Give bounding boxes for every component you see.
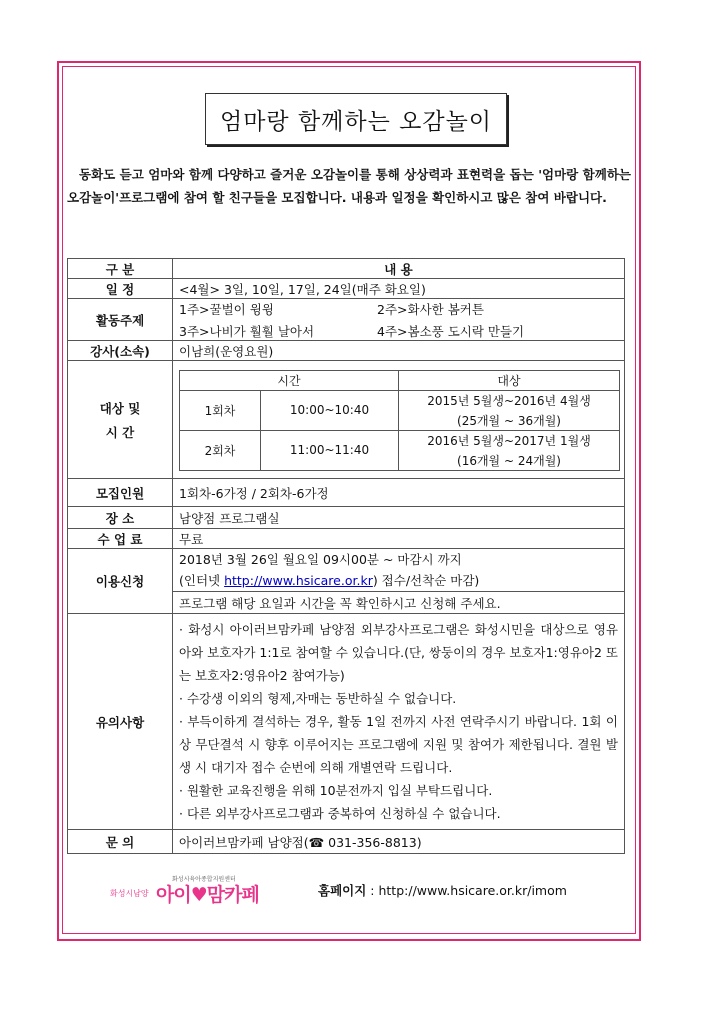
note-3: · 부득이하게 결석하는 경우, 활동 1일 전까지 사전 연락주시기 바랍니다. 1회 이상 무단결석 시 향후 이루어지는 프로그램에 지원 및 참여가 제한됩니다. 결원 발생 시 대기자 접수 순번에 의해 개별연락 드립니다. bbox=[179, 714, 618, 775]
place-label: 장 소 bbox=[68, 507, 173, 529]
homepage-info bbox=[318, 881, 567, 899]
apply-method-prefix: (인터넷 bbox=[179, 573, 225, 588]
header-content: 내 용 bbox=[173, 259, 625, 279]
homepage-url[interactable]: http://www.hsicare.or.kr/imom bbox=[378, 883, 567, 898]
fee-value: 무료 bbox=[173, 529, 625, 549]
notes-label: 유의사항 bbox=[68, 614, 173, 830]
notes-cell bbox=[173, 614, 625, 830]
session2-target bbox=[399, 430, 620, 470]
session-header-target: 대상 bbox=[399, 370, 620, 390]
session2-round: 2회차 bbox=[180, 430, 261, 470]
logo-center-name: 화성시육아종합지원센터 bbox=[172, 876, 236, 883]
session2-time: 11:00~11:40 bbox=[261, 430, 399, 470]
page-title: 엄마랑 함께하는 오감놀이 bbox=[205, 93, 507, 145]
teacher-value: 이남희(운영요원) bbox=[173, 341, 625, 361]
session-header-time: 시간 bbox=[180, 370, 399, 390]
target-time-label bbox=[68, 361, 173, 479]
apply-period: 2018년 3월 26일 월요일 09시00분 ~ 마감시 까지 bbox=[179, 552, 462, 567]
target-time-cell bbox=[173, 361, 625, 479]
session1-target bbox=[399, 390, 620, 430]
apply-notice: 프로그램 해당 요일과 시간을 꼭 확인하시고 신청해 주세요. bbox=[173, 592, 625, 614]
session-table bbox=[179, 370, 620, 471]
session1-round: 1회차 bbox=[180, 390, 261, 430]
imom-cafe-logo bbox=[110, 876, 290, 908]
contact-label: 문 의 bbox=[68, 830, 173, 854]
session2-target-months: (16개월 ~ 24개월) bbox=[457, 453, 561, 468]
theme-cell bbox=[173, 299, 625, 341]
theme-week4: 4주>봄소풍 도시락 만들기 bbox=[377, 323, 525, 339]
homepage-label: 홈페이지 bbox=[318, 883, 367, 898]
teacher-label: 강사(소속) bbox=[68, 341, 173, 361]
note-5: · 다른 외부강사프로그램과 중복하여 신청하실 수 없습니다. bbox=[179, 806, 501, 821]
program-info-table bbox=[67, 258, 625, 854]
schedule-label: 일 정 bbox=[68, 279, 173, 299]
contact-value: 아이러브맘카페 남양점(☎ 031-356-8813) bbox=[173, 830, 625, 854]
recruit-value: 1회차-6가정 / 2회차-6가정 bbox=[173, 479, 625, 507]
session2-target-range: 2016년 5월생~2017년 1월생 bbox=[427, 433, 591, 448]
target-label-line2: 시 간 bbox=[105, 424, 135, 440]
schedule-value: <4월> 3일, 10일, 17일, 24일(매주 화요일) bbox=[173, 279, 625, 299]
apply-label: 이용신청 bbox=[68, 549, 173, 614]
note-2: · 수강생 이외의 형제,자매는 동반하실 수 없습니다. bbox=[179, 691, 457, 706]
place-value: 남양점 프로그램실 bbox=[173, 507, 625, 529]
homepage-separator: : bbox=[366, 883, 379, 898]
logo-main-text: 아이♥맘카페 bbox=[156, 884, 259, 906]
apply-method-suffix: ) 접수/선착순 마감) bbox=[372, 573, 480, 588]
theme-week1: 1주>꿀벌이 윙윙 bbox=[179, 301, 274, 317]
session1-time: 10:00~10:40 bbox=[261, 390, 399, 430]
intro-paragraph: 동화도 듣고 엄마와 함께 다양하고 즐거운 오감놀이를 통해 상상력과 표현력을 돕는 '엄마랑 함께하는 오감놀이'프로그램에 참여 할 친구들을 모집합니다. 내용과 일정을 확인하시고 많은 참여 바랍니다. bbox=[67, 167, 631, 205]
apply-method bbox=[179, 570, 618, 591]
theme-week2: 2주>화사한 봄커튼 bbox=[377, 301, 484, 317]
session1-target-months: (25개월 ~ 36개월) bbox=[457, 413, 561, 428]
logo-left-text: 화성시남양 bbox=[110, 889, 149, 898]
apply-link[interactable]: http://www.hsicare.or.kr bbox=[224, 573, 373, 588]
fee-label: 수 업 료 bbox=[68, 529, 173, 549]
theme-week3: 3주>나비가 훨훨 날아서 bbox=[179, 323, 315, 339]
footer bbox=[100, 870, 620, 910]
note-4: · 원활한 교육진행을 위해 10분전까지 입실 부탁드립니다. bbox=[179, 783, 493, 798]
note-1: · 화성시 아이러브맘카페 남양점 외부강사프로그램은 화성시민을 대상으로 영유아와 보호자가 1:1로 참여할 수 있습니다.(단, 쌍둥이의 경우 보호자1:영유아2 또는 보호자2:영유아2 참여가능) bbox=[179, 622, 618, 683]
session1-target-range: 2015년 5월생~2016년 4월생 bbox=[427, 393, 591, 408]
target-label-line1: 대상 및 bbox=[99, 400, 141, 416]
apply-info bbox=[173, 549, 625, 592]
recruit-label: 모집인원 bbox=[68, 479, 173, 507]
theme-label: 활동주제 bbox=[68, 299, 173, 341]
header-category: 구 분 bbox=[68, 259, 173, 279]
